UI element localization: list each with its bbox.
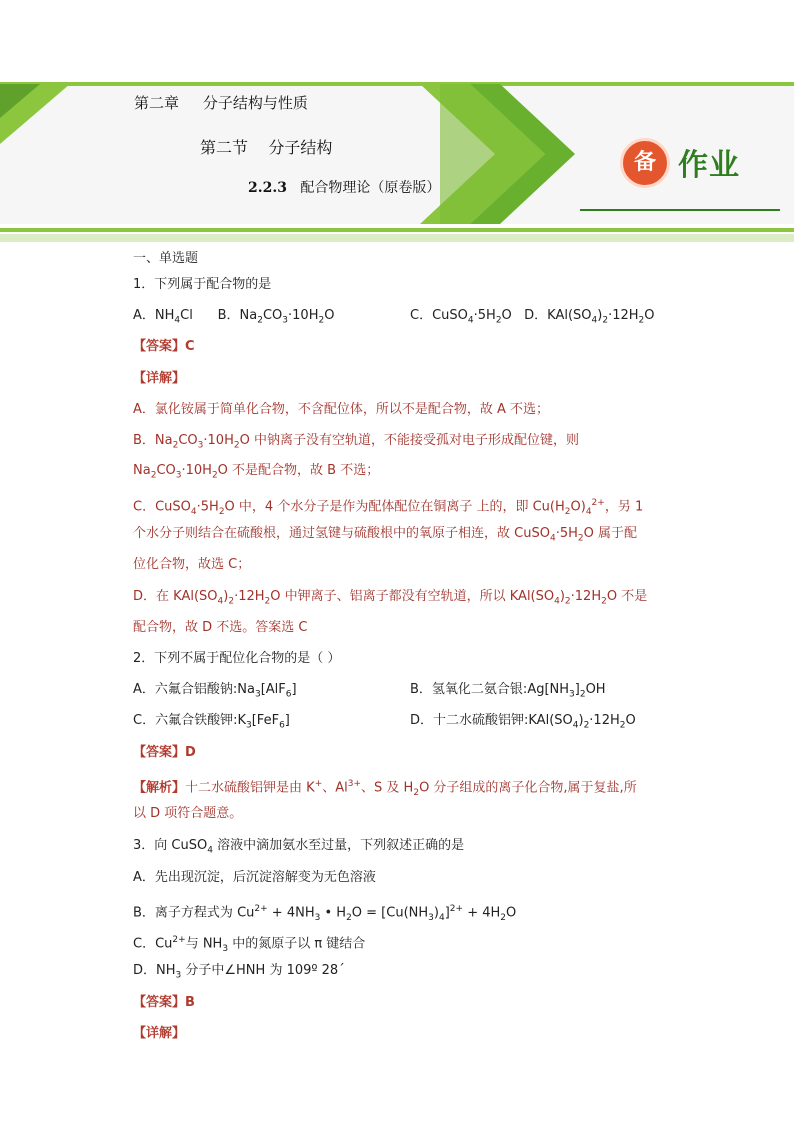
- q3-option-a: A．先出现沉淀，后沉淀溶解变为无色溶液: [133, 870, 376, 885]
- logo-badge: 备: [620, 138, 670, 188]
- logo-text: 作业: [678, 148, 740, 183]
- q1-options-cd: C．$CuSO_4\cdot 5H_2O$ D．$KAl(SO_4)_2\cdot 12H_2O$: [410, 308, 655, 326]
- q1-detail-a: A．氯化铵属于简单化合物，不含配位体，所以不是配合物，故 A 不选；: [133, 402, 550, 417]
- q2-stem: 2．下列不属于配位化合物的是（ ）: [133, 651, 341, 666]
- q3-option-c: C．$Cu^{2+}$与 $NH_3$ 中的氮原子以 π 键结合: [133, 935, 366, 954]
- q3-option-b: B．离子方程式为 $Cu^{2+} + 4NH_3$ • $H_2O = [Cu(NH_3)_4]^{2+} + 4H_2O$: [133, 904, 517, 923]
- q3-answer: 【答案】B: [133, 995, 195, 1010]
- section-title: 第二节 分子结构: [200, 138, 333, 157]
- q1-options: A．$NH_4Cl$ B．$Na_2CO_3\cdot 10H_2O$: [133, 308, 335, 326]
- q2-analysis-2: 以 D 项符合题意。: [133, 806, 243, 821]
- q1-detail-d2: 配合物，故 D 不选。答案选 C: [133, 620, 308, 635]
- q1-stem: 1．下列属于配合物的是: [133, 277, 272, 292]
- q1-detail-d1: D．在 $KAl(SO_4)_2\cdot 12H_2O$ 中钾离子、铝离子都没有空轨道，所以 $KAl(SO_4)_2\cdot 12H_2O$ 不是: [133, 589, 648, 607]
- q2-option-a: A．六氟合铝酸钠$:Na_3[AlF_6]$: [133, 682, 297, 700]
- q1-detail-b1: B．$Na_2CO_3\cdot 10H_2O$ 中钠离子没有空轨道，不能接受孤对电子形成配位键，则: [133, 433, 579, 451]
- q2-analysis-1: 【解析】十二水硫酸铝钾是由 K+、$Al^{3+}$、S 及 $H_2O$ 分子组成的离子化合物,属于复盐,所: [133, 779, 637, 798]
- lesson-number: 2.2.3: [248, 180, 287, 196]
- header-banner: [0, 78, 794, 248]
- q1-detail-c3: 位化合物，故选 C；: [133, 557, 251, 572]
- q1-detail-tag: 【详解】: [133, 371, 186, 386]
- question-type-heading: 一、单选题: [133, 251, 199, 266]
- q2-option-c: C．六氟合铁酸钾$:K_3[FeF_6]$: [133, 713, 290, 731]
- q3-option-d: D．$NH_3$ 分子中∠HNH 为 109º 28´: [133, 963, 345, 981]
- lesson-title: [248, 177, 440, 197]
- lesson-name: 配合物理论（原卷版）: [300, 180, 441, 196]
- header-graphic: [0, 78, 794, 248]
- q1-detail-c2: 个水分子则结合在硫酸根，通过氢键与硫酸根中的氧原子相连，故 $CuSO_4\cdot 5H_2O$ 属于配: [133, 526, 637, 544]
- q2-answer: 【答案】D: [133, 745, 196, 760]
- q3-stem: 3．向 CuSO$_4$ 溶液中滴加氨水至过量，下列叙述正确的是: [133, 838, 465, 856]
- q1-detail-c1: C．$CuSO_4\cdot 5H_2O$ 中，4 个水分子是作为配体配位在铜离子 上的，即 $Cu(H_2O)_4^{2+}$，另 1: [133, 498, 644, 517]
- q3-detail-tag: 【详解】: [133, 1026, 186, 1041]
- q2-option-d: D．十二水硫酸铝钾$:KAl(SO_4)_2\cdot 12H_2O$: [410, 713, 636, 731]
- q1-answer: 【答案】C: [133, 339, 195, 354]
- chapter-title: 第二章 分子结构与性质: [134, 94, 308, 112]
- q1-detail-b2: $Na_2CO_3\cdot 10H_2O$ 不是配合物，故 B 不选；: [133, 463, 380, 481]
- q2-option-b: B．氢氧化二氨合银$:Ag[NH_3]_2OH$: [410, 682, 606, 700]
